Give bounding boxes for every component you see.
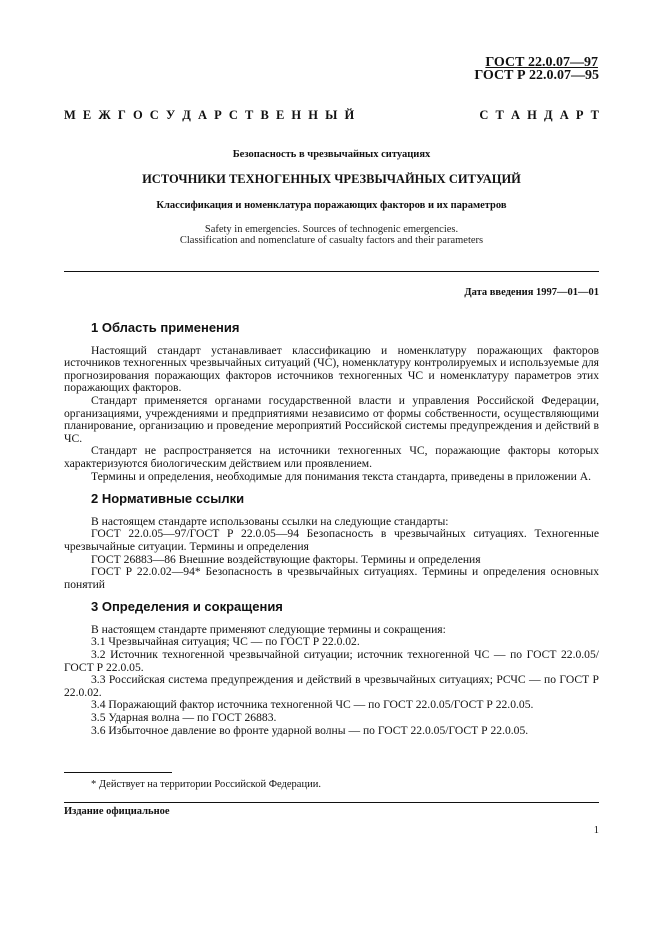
subtitle: Классификация и номенклатура поражающих факторов и их параметров <box>156 200 507 211</box>
paragraph: 3.3 Российская система предупреждения и действий в чрезвычайных ситуациях; РСЧС — по ГОСТ Р 22.0.02. <box>64 673 599 699</box>
footer-divider <box>64 802 599 803</box>
main-title: ИСТОЧНИКИ ТЕХНОГЕННЫХ ЧРЕЗВЫЧАЙНЫХ СИТУАЦИЙ <box>142 172 521 186</box>
paragraph: 3.6 Избыточное давление во фронте ударной волны — по ГОСТ 22.0.05/ГОСТ Р 22.0.05. <box>91 723 529 737</box>
gost-code-block <box>474 56 599 82</box>
footnote: * Действует на территории Российской Федерации. <box>91 779 321 790</box>
paragraph: В настоящем стандарте применяют следующие термины и сокращения: <box>91 622 446 636</box>
paragraph: 3.5 Ударная волна — по ГОСТ 26883. <box>91 711 277 725</box>
section-heading: 2 Нормативные ссылки <box>91 491 245 507</box>
document-body <box>64 322 599 747</box>
section-definitions <box>64 601 599 737</box>
banner-word-interstate: М Е Ж Г О С У Д А Р С Т В Е Н Н Ы Й <box>64 108 355 122</box>
gost-code-secondary: ГОСТ Р 22.0.07—95 <box>474 68 599 83</box>
paragraph: 3.4 Поражающий фактор источника техногенной ЧС — по ГОСТ 22.0.05/ГОСТ Р 22.0.05. <box>91 698 534 712</box>
topic-title: Безопасность в чрезвычайных ситуациях <box>232 149 431 160</box>
english-title-line-1: Safety in emergencies. Sources of technogenic emergencies. <box>204 224 459 235</box>
paragraph: 3.1 Чрезвычайная ситуация; ЧС — по ГОСТ Р 22.0.02. <box>91 635 360 649</box>
section-scope <box>64 322 599 483</box>
paragraph: 3.2 Источник техногенной чрезвычайной ситуации; источник техногенной ЧС — по ГОСТ 22.0.05/ГОСТ Р 22.0.05. <box>64 648 599 674</box>
section-heading: 3 Определения и сокращения <box>91 599 283 615</box>
paragraph: Настоящий стандарт устанавливает классификацию и номенклатуру поражающих факторов источников техногенных чрезвычайных ситуаций (ЧС), номенклатуру контролируемых и используемые для прогнозирования поражающих факторов источников техногенных ЧС и номенклатуру параметров этих поражающих факторов. <box>64 343 599 395</box>
page-number: 1 <box>593 825 599 836</box>
paragraph: Стандарт не распространяется на источники техногенных ЧС, поражающие факторы которых характеризуются биологическим действием или проявлением. <box>64 444 599 470</box>
banner-word-standard: С Т А Н Д А Р Т <box>479 108 599 122</box>
footnote-divider <box>64 772 172 773</box>
gost-code-primary: ГОСТ 22.0.07—97 <box>485 55 598 70</box>
introduction-date: Дата введения 1997—01—01 <box>464 287 599 298</box>
paragraph: ГОСТ 22.0.05—97/ГОСТ Р 22.0.05—94 Безопасность в чрезвычайных ситуациях. Техногенные чрезвычайные ситуации. Термины и определения <box>64 527 599 553</box>
english-title <box>64 224 599 246</box>
standard-banner <box>64 108 599 123</box>
paragraph: Термины и определения, необходимые для понимания текста стандарта, приведены в приложении А. <box>91 469 592 483</box>
section-normative-references <box>64 493 599 591</box>
paragraph: Стандарт применяется органами государственной власти и управления Российской Федерации, организациями, учреждениями и предприятиями независимо от формы собственности, осуществляющими планирование, организацию и проведение мероприятий Российской системы предупреждения и действий в ЧС. <box>64 393 599 445</box>
edition-label: Издание официальное <box>64 806 170 817</box>
section-heading: 1 Область применения <box>91 320 240 335</box>
paragraph: В настоящем стандарте использованы ссылки на следующие стандарты: <box>91 514 449 528</box>
title-divider <box>64 271 599 272</box>
paragraph: ГОСТ Р 22.0.02—94* Безопасность в чрезвычайных ситуациях. Термины и определения основных понятий <box>64 565 599 591</box>
paragraph: ГОСТ 26883—86 Внешние воздействующие факторы. Термины и определения <box>91 552 481 566</box>
english-title-line-2: Classification and nomenclature of casualty factors and their parameters <box>179 235 484 246</box>
